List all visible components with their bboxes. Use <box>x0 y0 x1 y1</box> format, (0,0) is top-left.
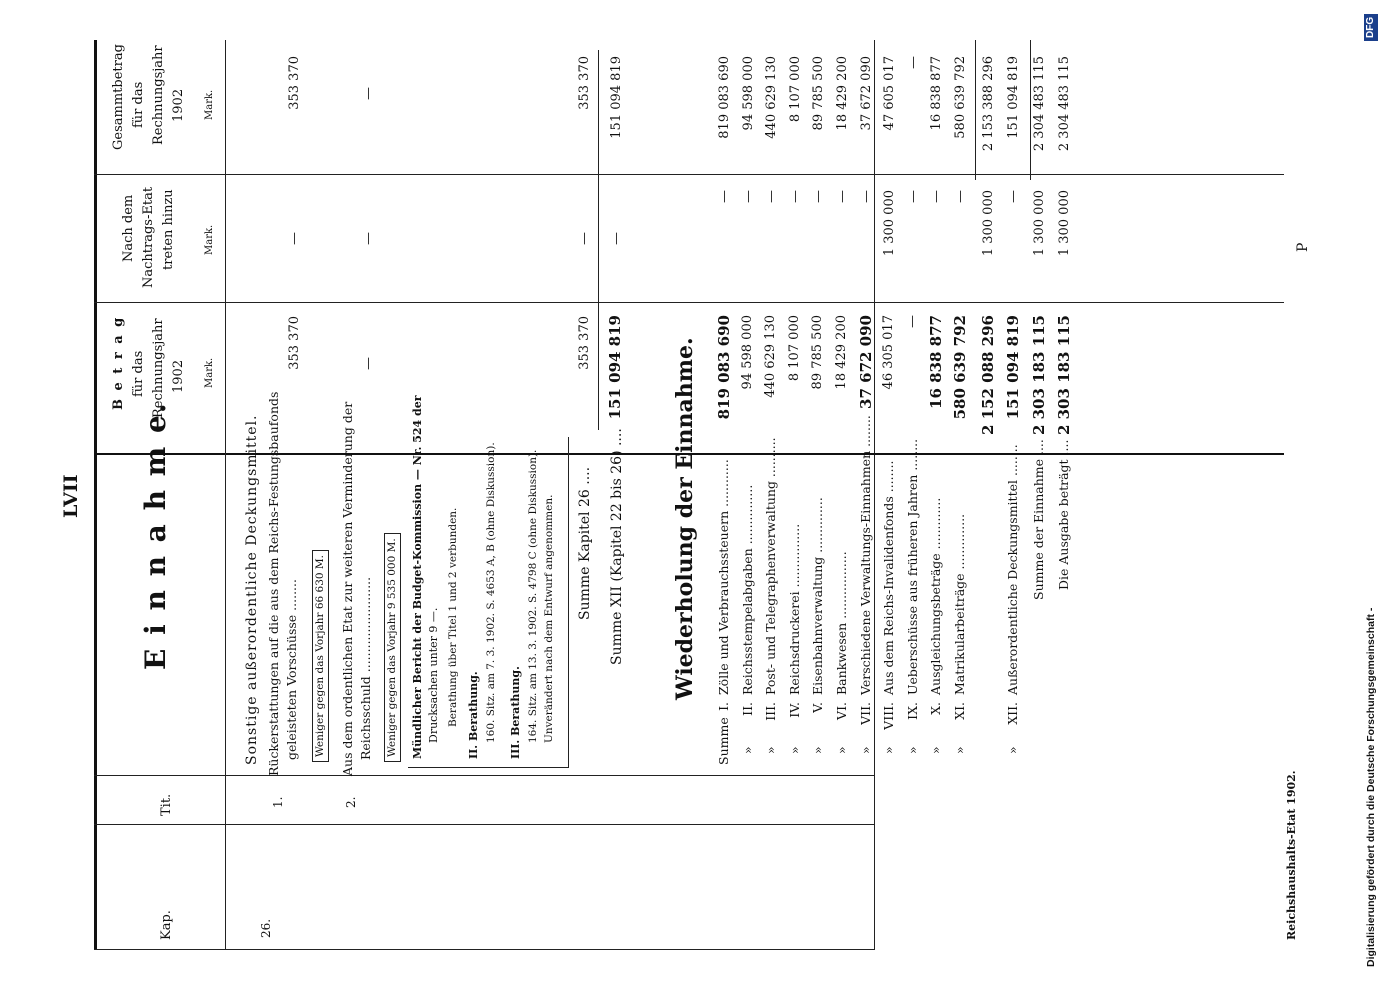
row-label: Zölle und Verbrauchssteuern ............ <box>716 459 731 695</box>
row-nachtrag: 1 300 000 <box>882 190 898 257</box>
row-nachtrag: — <box>740 190 756 203</box>
row-nachtrag: — <box>929 190 945 203</box>
col-rule-tit <box>94 775 874 776</box>
row-prefix: » <box>763 746 779 754</box>
row-nachtrag: 1 300 000 <box>1057 190 1073 257</box>
row-label: Aus dem Reichs-Invalidenfonds ........ <box>881 460 897 695</box>
row-betrag: 16 838 877 <box>927 315 946 409</box>
dfg-logo: DFG <box>1364 14 1378 41</box>
table-left-rule <box>94 949 874 950</box>
row-prefix: » <box>928 746 944 754</box>
tit2-nachtrag: — <box>361 232 376 245</box>
tit2-gesamt: — <box>361 87 376 100</box>
row-label: Reichsdruckerei ................ <box>786 523 802 695</box>
row-roman: XII. <box>1005 702 1021 725</box>
row-nachtrag: — <box>858 190 874 203</box>
row-gesamt: 8 107 000 <box>787 56 803 123</box>
tit2-number: 2. <box>344 796 358 808</box>
zwischen-nachtrag: 1 300 000 <box>980 190 996 257</box>
row-roman: VII. <box>857 702 873 725</box>
col-rule-betrag <box>94 302 1284 303</box>
row-gesamt: — <box>905 56 921 69</box>
row-roman: V. <box>810 702 826 713</box>
row-betrag: 8 107 000 <box>786 315 802 382</box>
row-nachtrag: — <box>811 190 827 203</box>
row-nachtrag: — <box>905 190 921 203</box>
bericht-block: Mündlicher Bericht der Budget-Kommission — Nr. 524 der Drucksachen unter 9 —. Berathung über Titel 1 und 2 verbunden. II. Berathung. 160. Sitz. am 7. 3. 1902. S. 4653 A, B (ohne Diskussion). III. Berathung. 164. Sitz. am 13. 3. 1902. S. 4798 C (ohne Diskussion). Unverändert nach dem Entwurf angenommen. <box>408 437 569 768</box>
row-gesamt: 18 429 200 <box>835 56 850 131</box>
row-gesamt: 47 605 017 <box>882 56 898 131</box>
row-betrag: 89 785 500 <box>810 315 826 390</box>
row-betrag: 580 639 792 <box>951 315 969 420</box>
row-prefix: » <box>952 746 967 754</box>
col-rule-kap <box>94 824 874 825</box>
row-label: Außerordentliche Deckungsmittel ........ <box>1005 444 1021 695</box>
row-gesamt: 37 672 090 <box>858 56 874 131</box>
row-prefix: » <box>834 746 849 754</box>
tit1-number: 1. <box>271 796 285 808</box>
row-roman: XI. <box>952 702 967 720</box>
wiederholung-title: Wiederholung der Einnahme. <box>672 337 698 700</box>
zwischen-gesamt: 2 153 388 296 <box>980 56 996 152</box>
row-betrag: 2 303 183 115 <box>1055 315 1074 436</box>
zwischen-rule <box>975 40 976 180</box>
row-roman: IX. <box>904 702 920 720</box>
table-bottom-rule <box>874 40 875 950</box>
row-label: Reichsstempelabgaben ............... <box>739 484 755 695</box>
header-tit: Tit. <box>159 793 174 816</box>
row-gesamt: 89 785 500 <box>811 56 827 131</box>
row-prefix: » <box>881 746 897 754</box>
header-kap: Kap. <box>159 910 174 940</box>
row-prefix: » <box>857 746 873 754</box>
header-divider <box>225 40 226 950</box>
corner-mark: P <box>1295 242 1311 252</box>
row-betrag: — <box>904 315 920 328</box>
row-label: Ueberschüsse aus früheren Jahren ........ <box>904 438 920 695</box>
section-title: Sonstige außerordentliche Deckungsmittel. <box>244 414 260 765</box>
row-prefix: » <box>810 746 826 754</box>
col-rule-nachtrag <box>94 174 1284 175</box>
row-betrag: 46 305 017 <box>881 315 897 390</box>
row-betrag: 440 629 130 <box>763 315 779 398</box>
row-gesamt: 440 629 130 <box>764 56 780 139</box>
xii-rule <box>1030 40 1031 180</box>
header-title: E i n n a h m e. <box>139 401 172 670</box>
kap-number: 26. <box>259 918 273 938</box>
row-label: Post- und Telegraphenverwaltung .......... <box>763 437 779 695</box>
zwischen-betrag: 2 152 088 296 <box>978 315 997 436</box>
row-gesamt: 2 304 483 115 <box>1057 56 1073 152</box>
side-credit-text: Digitalisierung gefördert durch die Deutsche Forschungsgemeinschaft - <box>1365 607 1377 967</box>
row-label: Die Ausgabe beträgt .... <box>1056 439 1072 590</box>
tit1-gesamt: 353 370 <box>287 56 302 110</box>
row-label: Bankwesen ................. <box>834 551 849 695</box>
summe-kap26-rule <box>598 50 599 430</box>
tit2-note: Weniger gegen das Vorjahr 9 535 000 M. <box>384 533 401 762</box>
row-label: Ausgleichungsbeträge ............. <box>928 497 944 695</box>
row-prefix: » <box>1005 746 1021 754</box>
row-nachtrag: — <box>787 190 803 203</box>
row-nachtrag: — <box>1006 190 1022 203</box>
row-roman: X. <box>928 702 944 715</box>
row-betrag: 37 672 090 <box>856 315 875 409</box>
row-betrag: 2 303 183 115 <box>1029 315 1048 436</box>
row-betrag: 819 083 690 <box>715 315 733 420</box>
row-prefix: » <box>904 746 920 754</box>
row-nachtrag: — <box>717 190 732 203</box>
row-roman: VI. <box>834 702 849 720</box>
row-nachtrag: — <box>835 190 850 203</box>
row-nachtrag: — <box>953 190 968 203</box>
tit1-note: Weniger gegen das Vorjahr 66 630 M. <box>312 550 329 762</box>
row-gesamt: 16 838 877 <box>929 56 945 131</box>
row-nachtrag: — <box>764 190 780 203</box>
row-gesamt: 94 598 000 <box>740 56 756 131</box>
row-prefix: » <box>786 746 802 754</box>
row-roman: II. <box>739 702 755 716</box>
row-prefix: » <box>739 746 755 754</box>
row-prefix: Summe <box>716 717 731 765</box>
row-gesamt: 580 639 792 <box>953 56 968 139</box>
row-gesamt: 819 083 690 <box>717 56 732 139</box>
row-label: Matrikularbeiträge .............. <box>952 513 967 695</box>
row-label: Eisenbahnverwaltung .............. <box>810 497 826 695</box>
rotated-sheet: LVII Kap. Tit. E i n n a h m e. B e t r a g für das Rechnungsjahr 1902 Mark. Nach dem Nachtrags-Etat treten hinzu Mark. Gesammtbetrag für das Rechnungsjahr 1902 Mark. 26. Sonstige außerordentliche Deckungsmittel. 1. Rückerstattungen auf die aus dem Reichs-Festungsbaufonds geleisteten Vorschüsse ........ Weniger gegen das Vorjahr 66 630 M. 353 370 — 353 370 2. Aus dem ordentlichen Etat zur weiteren Verminderung der Reichsschuld ........................ Weniger gegen das Vorjahr 9 535 000 M. — — — Mündlicher Bericht der Budget-Kommission — Nr. 524 der Drucksachen unter 9 —. Berathung über Titel 1 und 2 verbunden. II. Berathung. 160. Sitz. am 7. 3. 1902. S. 4653 A, B (ohne Diskussion). III. Berathung. 164. Sitz. am 13. 3. 1902. S. 4798 C (ohne Diskussion). Unverändert nach dem Entwurf angenommen. Summe Kapitel 26 .... 353 370 — 353 370 Summe XII (Kapitel 22 bis 26) .... 151 094 819 — 151 094 819 Wiederholung der Einnahme. Summe I. Zölle und Verbrauchssteuern ............ 819 083 690 — 819 083 690 » II. Reichsstempelabgaben ............... 94 598 000 — 94 598 000 » III. Post- und Telegraphenverwaltung .......... 440 629 130 — 440 629 130 » IV. Reichsdruckerei ................ 8 107 000 — 8 107 000 » V. Eisenbahnverwaltung .............. 89 785 500 — 89 785 500 » VI. Bankwesen ................. 18 429 200 — 18 429 200 » VII. Verschiedene Verwaltungs-Einnahmen ........ 37 672 090 — 37 672 090 » VIII. Aus dem Reichs-Invalidenfonds ........ 46 305 017 1 300 000 47 605 017 » IX. Ueberschüsse aus früheren Jahren ........ — — — » X. Ausgleichungsbeträge ............. 16 838 877 — 16 838 877 » XI. Matrikularbeiträge .............. 580 639 792 — 580 639 792 2 152 088 296 1 300 000 2 153 388 296 » XII. Außerordentliche Deckungsmittel ........ 151 094 819 — 151 094 819 Summe der Einnahme .... 2 303 183 115 1 300 000 2 304 483 115 Die Ausgabe beträgt .... 2 303 183 115 1 300 000 2 304 483 115 Reichshaushalts-Etat 1902. P <box>0 0 1383 1000</box>
row-roman: IV. <box>786 702 802 718</box>
footer: Reichshaushalts-Etat 1902. <box>1285 770 1298 940</box>
row-roman: I. <box>716 702 731 711</box>
row-gesamt: 2 304 483 115 <box>1031 56 1047 152</box>
tit1-nachtrag: — <box>287 232 302 245</box>
page-number: LVII <box>60 474 82 518</box>
row-label: Verschiedene Verwaltungs-Einnahmen ........ <box>857 415 873 695</box>
row-betrag: 18 429 200 <box>834 315 849 390</box>
row-label: Summe der Einnahme .... <box>1030 439 1046 600</box>
row-roman: VIII. <box>881 702 897 730</box>
tit2-betrag: — <box>361 357 376 370</box>
row-gesamt: 151 094 819 <box>1006 56 1022 139</box>
row-betrag: 151 094 819 <box>1004 315 1023 420</box>
row-betrag: 94 598 000 <box>739 315 755 390</box>
row-roman: III. <box>763 702 779 721</box>
table-top-rule <box>94 40 97 950</box>
side-credit <box>1363 8 1383 993</box>
row-nachtrag: 1 300 000 <box>1031 190 1047 257</box>
tit1-betrag: 353 370 <box>287 316 302 370</box>
